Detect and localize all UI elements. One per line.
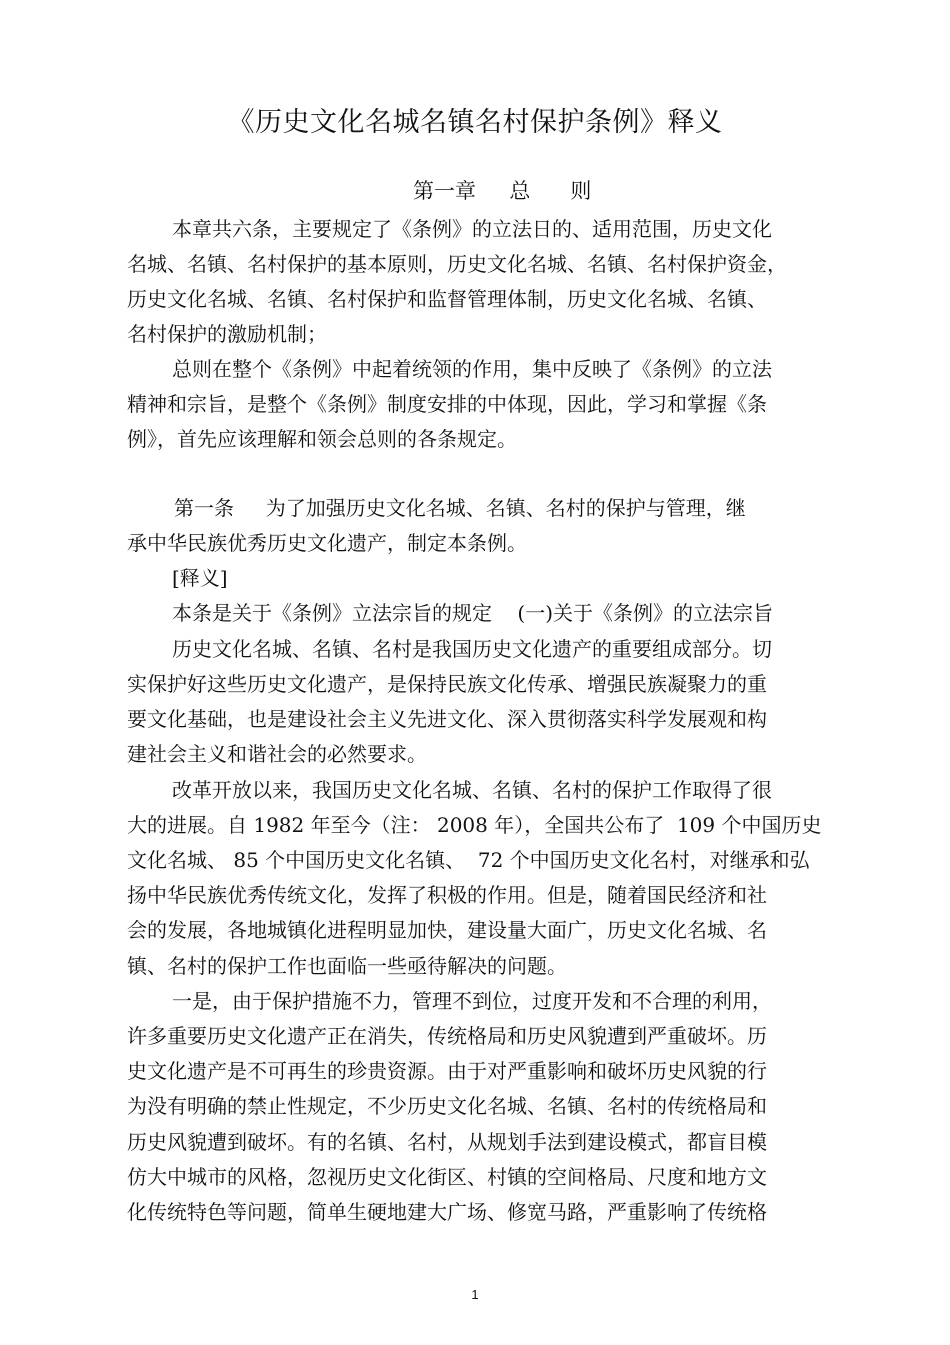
- document-title: 《历史文化名城名镇名村保护条例》释义: [227, 107, 723, 138]
- paragraph-line: 承中华民族优秀历史文化遗产，制定本条例。: [127, 531, 527, 555]
- paragraph-line: 镇、名村的保护工作也面临一些亟待解决的问题。: [127, 954, 567, 978]
- paragraph-line: 历史文化名城、名镇、名村保护和监督管理体制，历史文化名城、名镇、: [127, 287, 767, 311]
- paragraph-line: 本条是关于《条例》立法宗旨的规定 (一)关于《条例》的立法宗旨: [172, 601, 774, 625]
- paragraph-line: 许多重要历史文化遗产正在消失，传统格局和历史风貌遭到严重破坏。历: [127, 1024, 767, 1048]
- paragraph-line: 大的进展。自 1982 年至今（注： 2008 年），全国共公布了 109 个中国历史: [127, 813, 822, 837]
- paragraph-line: 一是，由于保护措施不力，管理不到位，过度开发和不合理的利用，: [172, 989, 772, 1013]
- page-number: 1: [471, 1287, 479, 1302]
- paragraph-line: 精神和宗旨，是整个《条例》制度安排的中体现，因此，学习和掌握《条: [127, 392, 767, 416]
- paragraph-line: 为没有明确的禁止性规定，不少历史文化名城、名镇、名村的传统格局和: [127, 1094, 767, 1118]
- paragraph-line: 文化名城、 85 个中国历史文化名镇、 72 个中国历史文化名村，对继承和弘: [127, 848, 810, 872]
- paragraph-line: 会的发展，各地城镇化进程明显加快，建设量大面广，历史文化名城、名: [127, 918, 767, 942]
- paragraph-line: 例》，首先应该理解和领会总则的各条规定。: [127, 427, 517, 451]
- paragraph-line: 史文化遗产是不可再生的珍贵资源。由于对严重影响和破坏历史风貌的行: [127, 1059, 767, 1083]
- paragraph-line: 改革开放以来，我国历史文化名城、名镇、名村的保护工作取得了很: [172, 778, 772, 802]
- paragraph-line: 历史文化名城、名镇、名村是我国历史文化遗产的重要组成部分。切: [172, 637, 772, 661]
- interpretation-label: [释义]: [172, 566, 228, 590]
- paragraph-line: 实保护好这些历史文化遗产，是保持民族文化传承、增强民族凝聚力的重: [127, 672, 767, 696]
- paragraph-line: 本章共六条，主要规定了《条例》的立法日的、适用范围，历史文化: [172, 217, 772, 241]
- paragraph-line: 化传统特色等问题，简单生硬地建大广场、修宽马路，严重影响了传统格: [127, 1200, 767, 1224]
- paragraph-line: 历史风貌遭到破坏。有的名镇、名村，从规划手法到建设模式，都盲目模: [127, 1130, 767, 1154]
- paragraph-line: 总则在整个《条例》中起着统领的作用，集中反映了《条例》的立法: [172, 357, 772, 381]
- paragraph-line: 仿大中城市的风格，忽视历史文化街区、村镇的空间格局、尺度和地方文: [127, 1165, 767, 1189]
- chapter-heading: 第一章 总 则: [413, 179, 592, 203]
- paragraph-line: 扬中华民族优秀传统文化，发挥了积极的作用。但是，随着国民经济和社: [127, 883, 767, 907]
- paragraph-line: 名城、名镇、名村保护的基本原则，历史文化名城、名镇、名村保护资金，: [127, 252, 787, 276]
- paragraph-line: 要文化基础，也是建设社会主义先进文化、深入贯彻落实科学发展观和构: [127, 707, 767, 731]
- paragraph-line: 名村保护的激励机制；: [127, 322, 327, 346]
- paragraph-line: 建社会主义和谐社会的必然要求。: [127, 742, 427, 766]
- article-heading-line: 第一条 为了加强历史文化名城、名镇、名村的保护与管理，继: [174, 496, 746, 520]
